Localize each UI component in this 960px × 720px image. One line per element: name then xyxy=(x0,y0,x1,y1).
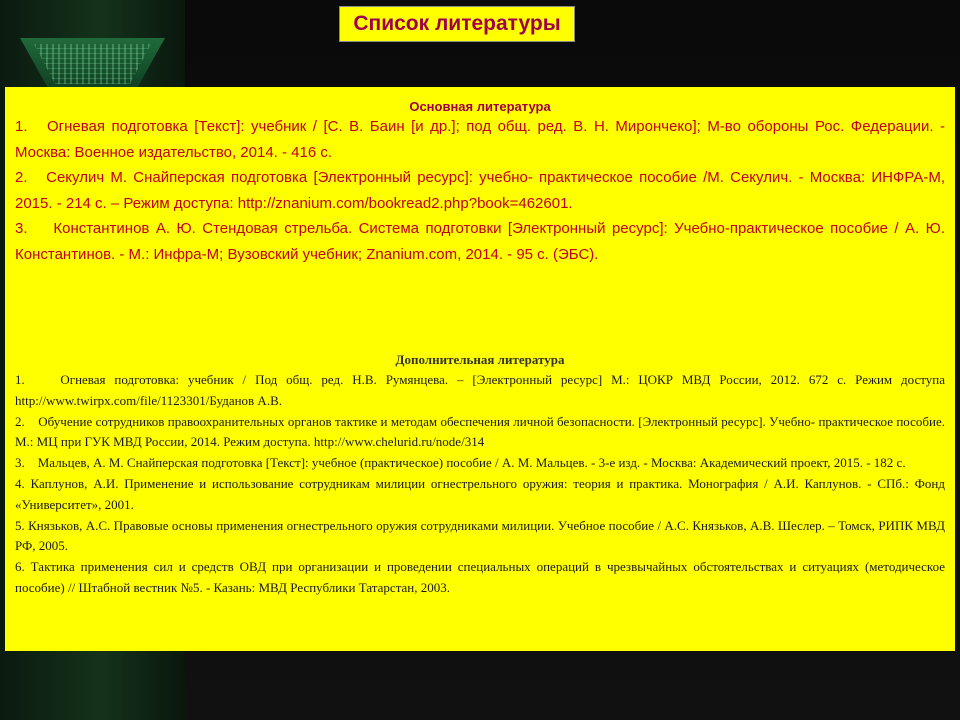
additional-literature-item: 3. Мальцев, А. М. Снайперская подготовка [Текст]: учебное (практическое) пособие / А. М. Мальцев. - 3-е изд. - Москва: Академический проект, 2015. - 182 с. xyxy=(15,455,906,471)
additional-literature-item: 1. Огневая подготовка: учебник / Под общ. ред. Н.В. Румянцева. – [Электронный ресурс] М.: ЦОКР МВД России, 2012. 672 с. Режим доступа http://www.twirpx.com/file/1123301/Буданов А.В. xyxy=(15,372,945,408)
bibliography-panel xyxy=(5,87,955,651)
main-literature-item: 1. Огневая подготовка [Текст]: учебник / [С. В. Баин [и др.]; под общ. ред. В. Н. Мирончеко]; М-во обороны Рос. Федерации. - Москва: Военное издательство, 2014. - 416 с. xyxy=(15,118,945,161)
slide-title: Список литературы xyxy=(339,6,575,42)
additional-literature-list xyxy=(15,370,945,599)
main-literature-heading: Основная литература xyxy=(409,99,551,114)
additional-literature-item: 2. Обучение сотрудников правоохранительных органов тактике и методам обеспечения личной безопасности. [Электронный ресурс]. Учебно- практическое пособие. М.: МЦ при ГУК МВД России, 2014. Режим доступа. http://www.chelurid.ru/node/314 xyxy=(15,413,945,450)
additional-literature-item: 4. Каплунов, А.И. Применение и использование сотрудникам милиции огнестрельного оружия: теория и практика. Монография / А.И. Каплунов. - СПб.: Фонд «Университет», 2001. xyxy=(15,475,945,512)
spacer xyxy=(15,267,945,352)
additional-literature-heading: Дополнительная литература xyxy=(395,352,565,367)
main-literature-list xyxy=(15,114,945,267)
main-literature-item: 2. Секулич М. Снайперская подготовка [Электронный ресурс]: учебно- практическое пособие /М. Секулич. - Москва: ИНФРА-М, 2015. - 214 с. – Режим доступа: http://znanium.com/bookread2.php?book=462601. xyxy=(15,169,945,212)
additional-literature-item: 6. Тактика применения сил и средств ОВД при организации и проведении специальных операций в чрезвычайных обстоятельствах и ситуациях (методическое пособие) // Штабной вестник №5. - Казань: МВД Республики Татарстан, 2003. xyxy=(15,559,945,595)
main-literature-item: 3. Константинов А. Ю. Стендовая стрельба. Система подготовки [Электронный ресурс]: Учебно-практическое пособие / А. Ю. Константинов. - М.: Инфра-М; Вузовский учебник; Znanium.com, 2014. - 95 с. (ЭБС). xyxy=(15,220,945,263)
additional-literature-item: 5. Князьков, А.С. Правовые основы применения огнестрельного оружия сотрудниками милиции. Учебное пособие / А.С. Князьков, А.В. Шеслер. – Томск, РИПК МВД РФ, 2005. xyxy=(15,517,945,554)
